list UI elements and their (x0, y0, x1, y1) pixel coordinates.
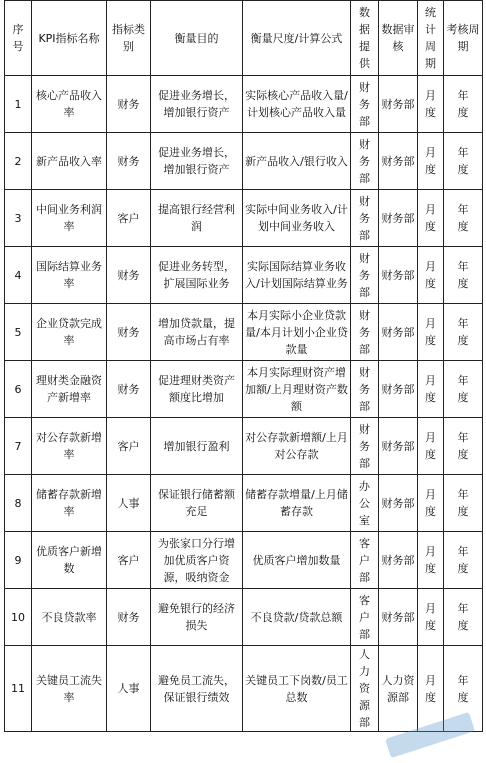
cell-stat-period-text: 月度 (425, 260, 436, 290)
cell-kpi-name: 理财类金融资产新增率 (32, 361, 107, 418)
cell-category: 财务 (107, 361, 151, 418)
cell-reviewer: 财务部 (379, 532, 418, 589)
cell-provider-text: 财务部 (359, 137, 370, 185)
header-no: 序号 (5, 1, 32, 76)
cell-purpose: 增加银行盈利 (151, 418, 243, 475)
cell-purpose: 保证银行储蓄额充足 (151, 475, 243, 532)
cell-provider-text: 人力资源部 (359, 648, 370, 729)
table-row (5, 304, 483, 361)
cell-purpose: 促进业务转型，扩展国际业务 (151, 247, 243, 304)
cell-stat-period (418, 304, 444, 361)
cell-purpose: 增加贷款量，提高市场占有率 (151, 304, 243, 361)
cell-eval-period-text: 年度 (457, 146, 469, 176)
cell-eval-period (444, 418, 483, 475)
cell-no: 3 (5, 190, 32, 247)
cell-kpi-name: 国际结算业务率 (32, 247, 107, 304)
cell-purpose: 提高银行经营利润 (151, 190, 243, 247)
cell-formula: 本月实际理财资产增加额/上月理财资产数额 (243, 361, 351, 418)
header-provider: 数据提供 (351, 1, 379, 76)
cell-no: 9 (5, 532, 32, 589)
cell-no: 11 (5, 646, 32, 732)
cell-no: 1 (5, 76, 32, 133)
cell-provider (351, 589, 379, 646)
cell-provider-text: 财务部 (359, 308, 370, 356)
cell-eval-period-text: 年度 (457, 488, 469, 518)
cell-stat-period-text: 月度 (425, 89, 436, 119)
cell-category: 客户 (107, 190, 151, 247)
table-row (5, 532, 483, 589)
cell-no: 8 (5, 475, 32, 532)
cell-provider (351, 133, 379, 190)
header-kpi-name: KPI指标名称 (32, 1, 107, 76)
cell-stat-period (418, 76, 444, 133)
table-row (5, 76, 483, 133)
cell-purpose: 避免银行的经济损失 (151, 589, 243, 646)
cell-no: 5 (5, 304, 32, 361)
cell-kpi-name: 不良贷款率 (32, 589, 107, 646)
cell-reviewer: 财务部 (379, 418, 418, 475)
table-row (5, 190, 483, 247)
cell-stat-period-text: 月度 (425, 488, 436, 518)
cell-kpi-name: 优质客户新增数 (32, 532, 107, 589)
cell-kpi-name: 对公存款新增率 (32, 418, 107, 475)
cell-reviewer: 人力资源部 (379, 646, 418, 732)
cell-provider-text: 客户部 (359, 593, 370, 641)
cell-reviewer: 财务部 (379, 76, 418, 133)
cell-kpi-name: 企业贷款完成率 (32, 304, 107, 361)
cell-purpose: 促进理财类资产额度比增加 (151, 361, 243, 418)
cell-no: 7 (5, 418, 32, 475)
cell-provider-text: 财务部 (359, 194, 370, 242)
cell-stat-period-text: 月度 (425, 673, 436, 704)
cell-provider (351, 247, 379, 304)
cell-provider (351, 76, 379, 133)
cell-reviewer: 财务部 (379, 304, 418, 361)
table-row (5, 475, 483, 532)
cell-provider-text: 财务部 (359, 422, 370, 470)
cell-formula: 优质客户增加数量 (243, 532, 351, 589)
cell-reviewer: 财务部 (379, 361, 418, 418)
cell-eval-period (444, 76, 483, 133)
cell-category: 客户 (107, 532, 151, 589)
cell-category: 财务 (107, 304, 151, 361)
cell-provider-text: 办公室 (359, 479, 370, 527)
cell-formula: 对公存款新增额/上月对公存款 (243, 418, 351, 475)
cell-eval-period (444, 190, 483, 247)
cell-eval-period-text: 年度 (457, 317, 469, 347)
cell-stat-period-text: 月度 (425, 374, 436, 404)
cell-category: 人事 (107, 475, 151, 532)
header-purpose: 衡量目的 (151, 1, 243, 76)
header-stat-period: 统计周期 (418, 1, 444, 76)
cell-category: 财务 (107, 76, 151, 133)
cell-provider-text: 财务部 (359, 80, 370, 128)
cell-formula: 不良贷款/贷款总额 (243, 589, 351, 646)
cell-reviewer: 财务部 (379, 475, 418, 532)
table-row (5, 589, 483, 646)
cell-formula: 实际国际结算业务收入/计划国际结算业务 (243, 247, 351, 304)
table-row (5, 418, 483, 475)
kpi-table (4, 0, 483, 732)
cell-eval-period-text: 年度 (457, 374, 469, 404)
cell-category: 人事 (107, 646, 151, 732)
cell-no: 4 (5, 247, 32, 304)
cell-provider (351, 475, 379, 532)
cell-purpose: 为张家口分行增加优质客户资源，吸纳资金 (151, 532, 243, 589)
cell-reviewer: 财务部 (379, 247, 418, 304)
cell-eval-period (444, 133, 483, 190)
cell-kpi-name: 关键员工流失率 (32, 646, 107, 732)
cell-stat-period (418, 475, 444, 532)
header-formula: 衡量尺度/计算公式 (243, 1, 351, 76)
header-category: 指标类别 (107, 1, 151, 76)
cell-purpose: 避免员工流失，保证银行绩效 (151, 646, 243, 732)
header-eval-period: 考核周期 (444, 1, 483, 76)
cell-category: 财务 (107, 589, 151, 646)
cell-provider (351, 190, 379, 247)
cell-eval-period-text: 年度 (457, 260, 469, 290)
cell-reviewer: 财务部 (379, 589, 418, 646)
cell-kpi-name: 核心产品收入率 (32, 76, 107, 133)
cell-eval-period (444, 304, 483, 361)
cell-eval-period-text: 年度 (457, 602, 469, 632)
cell-reviewer: 财务部 (379, 133, 418, 190)
cell-no: 2 (5, 133, 32, 190)
cell-eval-period (444, 532, 483, 589)
table-header-row (5, 1, 483, 76)
cell-stat-period (418, 247, 444, 304)
table-row (5, 133, 483, 190)
cell-no: 10 (5, 589, 32, 646)
cell-eval-period-text: 年度 (457, 203, 469, 233)
cell-category: 财务 (107, 247, 151, 304)
cell-formula: 储蓄存款增量/上月储蓄存款 (243, 475, 351, 532)
cell-purpose: 促进业务增长，增加银行资产 (151, 76, 243, 133)
cell-provider (351, 532, 379, 589)
cell-kpi-name: 储蓄存款新增率 (32, 475, 107, 532)
cell-formula: 实际中间业务收入/计划中间业务收入 (243, 190, 351, 247)
cell-stat-period-text: 月度 (425, 146, 436, 176)
cell-stat-period (418, 532, 444, 589)
cell-provider (351, 361, 379, 418)
cell-provider (351, 304, 379, 361)
cell-eval-period (444, 361, 483, 418)
cell-provider-text: 财务部 (359, 365, 370, 413)
cell-category: 财务 (107, 133, 151, 190)
cell-no: 6 (5, 361, 32, 418)
cell-stat-period (418, 133, 444, 190)
cell-stat-period-text: 月度 (425, 602, 436, 632)
cell-kpi-name: 新产品收入率 (32, 133, 107, 190)
cell-stat-period-text: 月度 (425, 317, 436, 347)
table-row (5, 247, 483, 304)
cell-stat-period (418, 646, 444, 732)
cell-reviewer: 财务部 (379, 190, 418, 247)
cell-eval-period (444, 247, 483, 304)
cell-provider-text: 财务部 (359, 251, 370, 299)
cell-stat-period-text: 月度 (425, 545, 436, 575)
cell-formula: 新产品收入/银行收入 (243, 133, 351, 190)
cell-stat-period (418, 418, 444, 475)
cell-kpi-name: 中间业务利润率 (32, 190, 107, 247)
cell-stat-period-text: 月度 (425, 203, 436, 233)
cell-eval-period (444, 475, 483, 532)
cell-stat-period (418, 190, 444, 247)
cell-eval-period-text: 年度 (457, 673, 469, 704)
cell-provider-text: 客户部 (359, 536, 370, 584)
cell-stat-period-text: 月度 (425, 431, 436, 461)
header-reviewer: 数据审核 (379, 1, 418, 76)
cell-category: 客户 (107, 418, 151, 475)
cell-provider (351, 418, 379, 475)
cell-provider (351, 646, 379, 732)
cell-formula: 本月实际小企业贷款量/本月计划小企业贷款量 (243, 304, 351, 361)
cell-eval-period-text: 年度 (457, 89, 469, 119)
cell-stat-period (418, 361, 444, 418)
cell-eval-period (444, 589, 483, 646)
table-row (5, 361, 483, 418)
table-row (5, 646, 483, 732)
cell-purpose: 促进业务增长，增加银行资产 (151, 133, 243, 190)
cell-stat-period (418, 589, 444, 646)
cell-formula: 关键员工下岗数/员工总数 (243, 646, 351, 732)
cell-formula: 实际核心产品收入量/计划核心产品收入量 (243, 76, 351, 133)
table-body (5, 76, 483, 732)
cell-eval-period-text: 年度 (457, 545, 469, 575)
cell-eval-period-text: 年度 (457, 431, 469, 461)
